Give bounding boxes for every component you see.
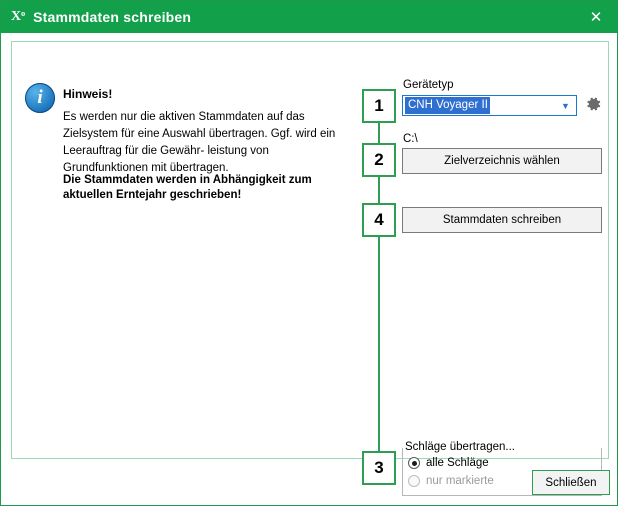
hint-body: Es werden nur die aktiven Stammdaten auf das Zielsystem für eine Auswahl übertragen. Ggf. wird ein Leerauftrag für die Gewähr- leistung von Grundfunktionen mit übertragen.	[63, 111, 336, 174]
step-badge-4: 4	[362, 203, 396, 237]
write-master-data-button[interactable]: Stammdaten schreiben	[402, 207, 602, 233]
step-badge-2: 2	[362, 143, 396, 177]
radio-all-fields-label: alle Schläge	[426, 457, 489, 469]
choose-target-directory-button[interactable]: Zielverzeichnis wählen	[402, 148, 602, 174]
step-badge-1: 1	[362, 89, 396, 123]
radio-icon-unselected	[408, 475, 420, 487]
device-type-select[interactable]	[402, 95, 577, 116]
close-icon[interactable]: ✕	[589, 9, 603, 26]
close-button[interactable]: Schließen	[532, 470, 610, 495]
hint-emphasis: Die Stammdaten werden in Abhängigkeit zum aktuellen Erntejahr geschrieben!	[63, 174, 312, 201]
radio-marked-fields[interactable]	[408, 475, 494, 487]
device-type-label: Gerätetyp	[403, 79, 454, 91]
info-icon: i	[25, 83, 55, 113]
window-title: Stammdaten schreiben	[33, 9, 192, 25]
title-bar	[1, 1, 618, 33]
chevron-down-icon[interactable]: ▼	[561, 100, 570, 111]
step-badge-3: 3	[362, 451, 396, 485]
radio-all-fields[interactable]	[408, 457, 489, 469]
target-path-value: C:\	[403, 133, 418, 145]
hint-title: Hinweis!	[63, 87, 113, 101]
transfer-fields-group-title: Schläge übertragen...	[405, 441, 515, 453]
gear-icon[interactable]	[583, 94, 603, 114]
radio-marked-fields-label: nur markierte	[426, 475, 494, 487]
device-type-value: CNH Voyager II	[405, 97, 490, 114]
radio-icon-selected	[408, 457, 420, 469]
dialog-content	[1, 33, 618, 507]
app-logo-icon: Xᵒ	[11, 9, 26, 24]
